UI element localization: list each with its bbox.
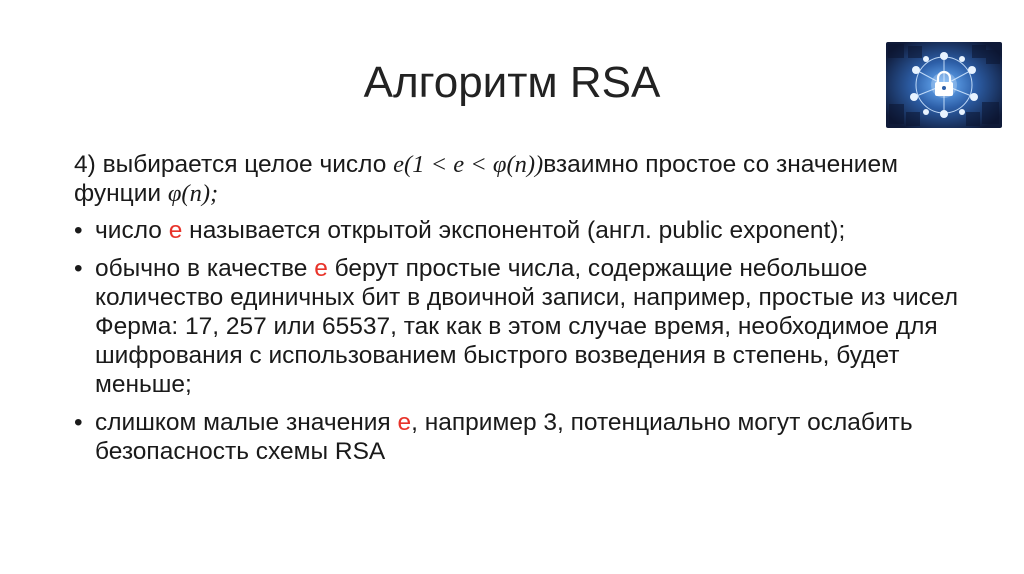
highlight-variable: e — [168, 217, 183, 244]
formula-condition: e(1 < e < φ(n)) — [393, 151, 544, 178]
intro-text-b: взаимно простое со значением фунции — [74, 151, 898, 207]
bullet-marker: • — [74, 409, 83, 436]
bullet-item — [74, 254, 964, 399]
bullet-text-after: называется открытой экспонентой (англ. public exponent); — [182, 217, 846, 244]
bullet-marker: • — [74, 217, 83, 244]
bullet-text-before: обычно в качестве — [95, 255, 315, 282]
formula-phi: φ(n); — [167, 180, 219, 207]
bullet-text-after: берут простые числа, содержащие небольшое количество единичных бит в двоичной записи, например, простые из чисел Ферма: 17, 257 или 65537, так как в этом случае время, необходимое для шифрования с использованием быстрого возведения в степень, будет меньше; — [95, 255, 959, 398]
lock-network-icon — [886, 42, 1002, 128]
slide-title: Алгоритм RSA — [363, 58, 661, 107]
intro-paragraph — [74, 150, 964, 208]
bullet-text-before: слишком малые значения — [95, 409, 398, 436]
bullet-item — [74, 216, 964, 245]
highlight-variable: e — [397, 409, 412, 436]
bullet-marker: • — [74, 255, 83, 282]
highlight-variable: e — [314, 255, 328, 282]
slide-body — [74, 150, 964, 475]
bullet-text-before: число — [95, 217, 169, 244]
bullet-text-after: , например 3, потенциально могут ослабить безопасность схемы RSA — [95, 409, 913, 465]
intro-text-a: 4) выбирается целое число — [74, 151, 394, 178]
bullet-item — [74, 408, 964, 466]
